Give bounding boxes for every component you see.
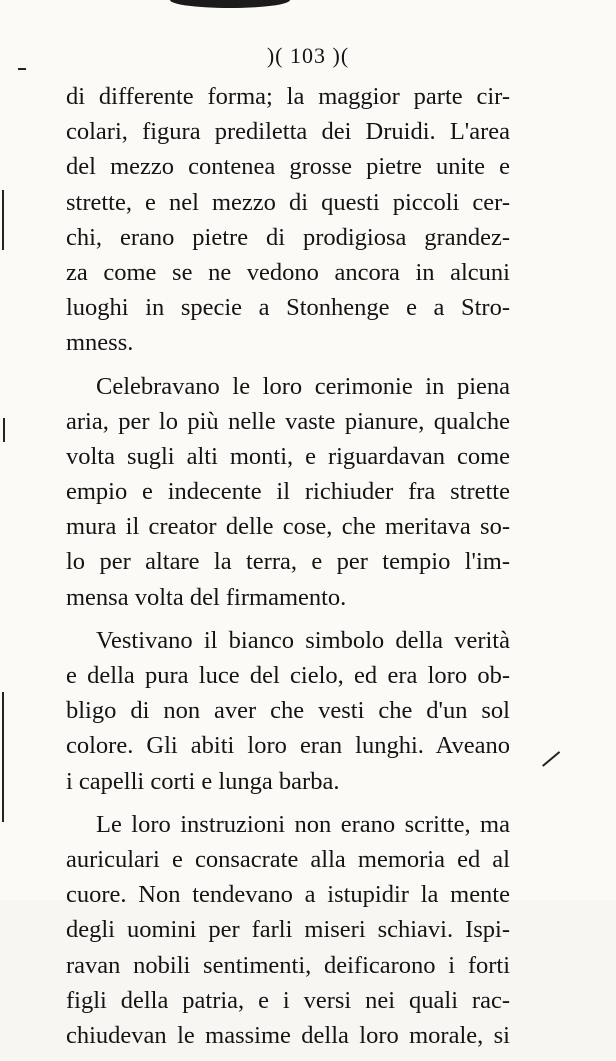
paragraph bbox=[66, 79, 510, 361]
text-line: figli della patria, e i versi nei quali rac- bbox=[66, 986, 510, 1014]
text-line: aria, per lo più nelle vaste pianure, qualche bbox=[66, 407, 510, 435]
text-line: colari, figura prediletta dei Druidi. L'area bbox=[66, 118, 510, 146]
margin-mark bbox=[3, 418, 5, 442]
text-line: chiudevan le massime della loro morale, si bbox=[66, 1021, 510, 1049]
text-line: cuore. Non tendevano a istupidir la mente bbox=[66, 881, 510, 909]
scan-shadow bbox=[170, 0, 290, 8]
text-line: luoghi in specie a Stonhenge e a Stro- bbox=[66, 294, 510, 322]
margin-mark bbox=[542, 751, 560, 766]
text-line: auriculari e consacrate alla memoria ed al bbox=[66, 845, 510, 873]
text-line: degli uomini per farli miseri schiavi. Ispi- bbox=[66, 916, 510, 944]
text-line: chi, erano pietre di prodigiosa grandez- bbox=[66, 223, 510, 251]
text-line: e della pura luce del cielo, ed era loro ob- bbox=[66, 662, 510, 689]
text-line: mness. bbox=[66, 329, 134, 357]
text-line: empio e indecente il richiuder fra strette bbox=[66, 478, 510, 506]
text-line: mura il creator delle cose, che meritava so- bbox=[66, 513, 510, 541]
paragraph bbox=[66, 807, 510, 1053]
text-line: volta sugli alti monti, e riguardavan come bbox=[66, 442, 510, 470]
text-line: bligo di non aver che vesti che d'un sol bbox=[66, 697, 510, 725]
text-line: ravan nobili sentimenti, deificarono i forti bbox=[66, 951, 510, 979]
body-text bbox=[66, 79, 510, 1061]
text-line: colore. Gli abiti loro eran lunghi. Aveano bbox=[66, 732, 510, 760]
text-line: lo per altare la terra, e per tempio l'im- bbox=[66, 548, 510, 576]
text-line: i capelli corti e lunga barba. bbox=[66, 767, 340, 795]
paragraph bbox=[66, 369, 510, 615]
margin-mark bbox=[2, 692, 4, 822]
page-number: )( 103 )( bbox=[266, 43, 350, 68]
text-line: di differente forma; la maggior parte cir- bbox=[66, 83, 510, 110]
text-line: strette, e nel mezzo di questi piccoli cer- bbox=[66, 188, 510, 216]
text-line: del mezzo conteneа grosse pietre unite e bbox=[66, 153, 510, 181]
text-line: za come se ne vedono ancora in alcuni bbox=[66, 258, 510, 286]
text-line: mensa volta del firmamento. bbox=[66, 583, 347, 611]
paragraph bbox=[66, 623, 510, 799]
text-line: Vestivano il bianco simbolo della verità bbox=[96, 626, 510, 654]
text-line: Celebravano le loro cerimonie in piena bbox=[96, 372, 510, 400]
text-line: Le loro instruzioni non erano scritte, ma bbox=[96, 810, 510, 838]
margin-mark bbox=[2, 190, 4, 250]
